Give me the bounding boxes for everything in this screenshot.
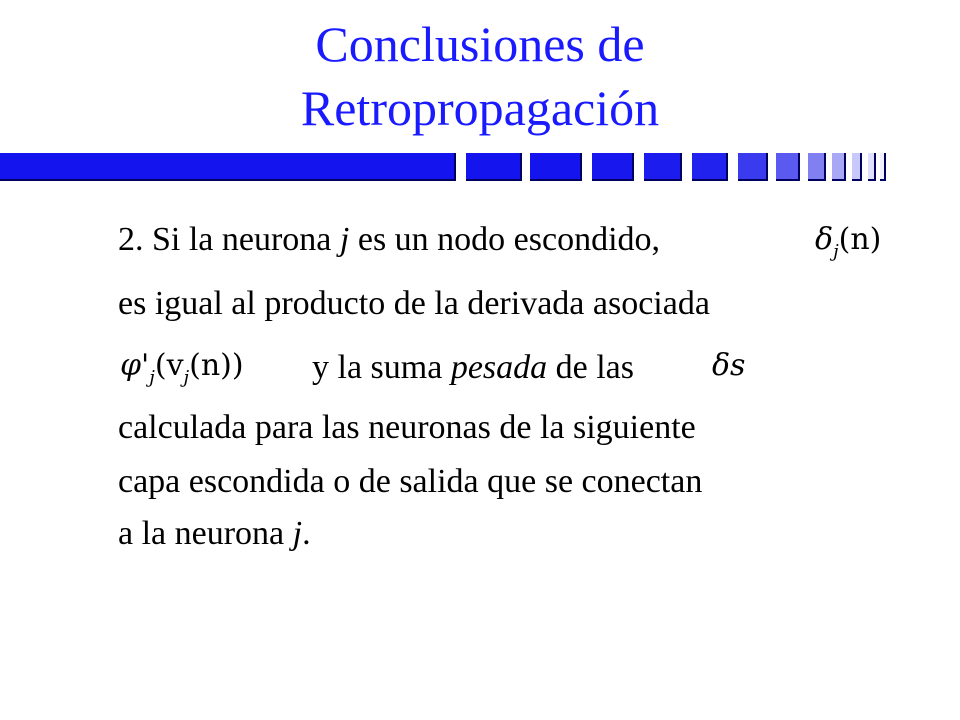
bar-square <box>832 153 846 181</box>
body-line-6 <box>118 516 898 552</box>
body-line-3 <box>312 350 732 386</box>
bar-square <box>592 153 634 181</box>
slide-title <box>0 12 960 140</box>
delta-symbol: δ <box>815 222 834 257</box>
bar-square <box>644 153 682 181</box>
formula-delta-j-n <box>815 222 881 262</box>
text-fragment: de las <box>547 349 634 386</box>
text-fragment: a la neurona <box>118 515 293 552</box>
text-fragment: es un nodo escondido, <box>349 221 661 258</box>
text-fragment: y la suma <box>312 349 451 386</box>
subscript-j: j <box>183 367 190 388</box>
bar-square <box>808 153 826 181</box>
bar-segment-long <box>0 153 456 181</box>
delta-s-symbol: δs <box>712 348 746 383</box>
bar-square <box>880 153 886 181</box>
formula-delta-s <box>712 348 745 383</box>
text-fragment: capa escondida o de salida que se conectan <box>118 463 703 500</box>
bar-square <box>852 153 862 181</box>
formula-arg: (n) <box>838 222 882 257</box>
variable-j: j <box>339 221 350 258</box>
title-line-1: Conclusiones de <box>315 16 645 72</box>
bar-square <box>776 153 800 181</box>
body-line-1 <box>118 222 898 258</box>
formula-part: (n)) <box>189 348 244 383</box>
bar-square <box>868 153 876 181</box>
bar-square <box>738 153 768 181</box>
formula-part: (v <box>154 348 184 383</box>
body-line-5 <box>118 464 898 500</box>
body-line-2 <box>118 286 898 322</box>
variable-j: j <box>292 515 303 552</box>
decorative-bar <box>0 150 960 184</box>
title-line-2: Retropropagación <box>300 80 660 136</box>
bar-square <box>466 153 522 181</box>
subscript-j: j <box>149 367 155 388</box>
text-fragment: 2. Si la neurona <box>118 221 340 258</box>
text-fragment: calculada para las neuronas de la siguiente <box>118 409 696 446</box>
phi-symbol: φ' <box>120 348 150 383</box>
text-fragment: es igual al producto de la derivada asociada <box>118 285 710 322</box>
bar-square <box>692 153 728 181</box>
emphasis-pesada: pesada <box>450 349 548 386</box>
subscript-j: j <box>833 241 839 262</box>
bar-square <box>530 153 582 181</box>
formula-phi-derivative <box>120 348 244 388</box>
body-line-4 <box>118 410 898 446</box>
text-fragment: . <box>302 515 311 552</box>
